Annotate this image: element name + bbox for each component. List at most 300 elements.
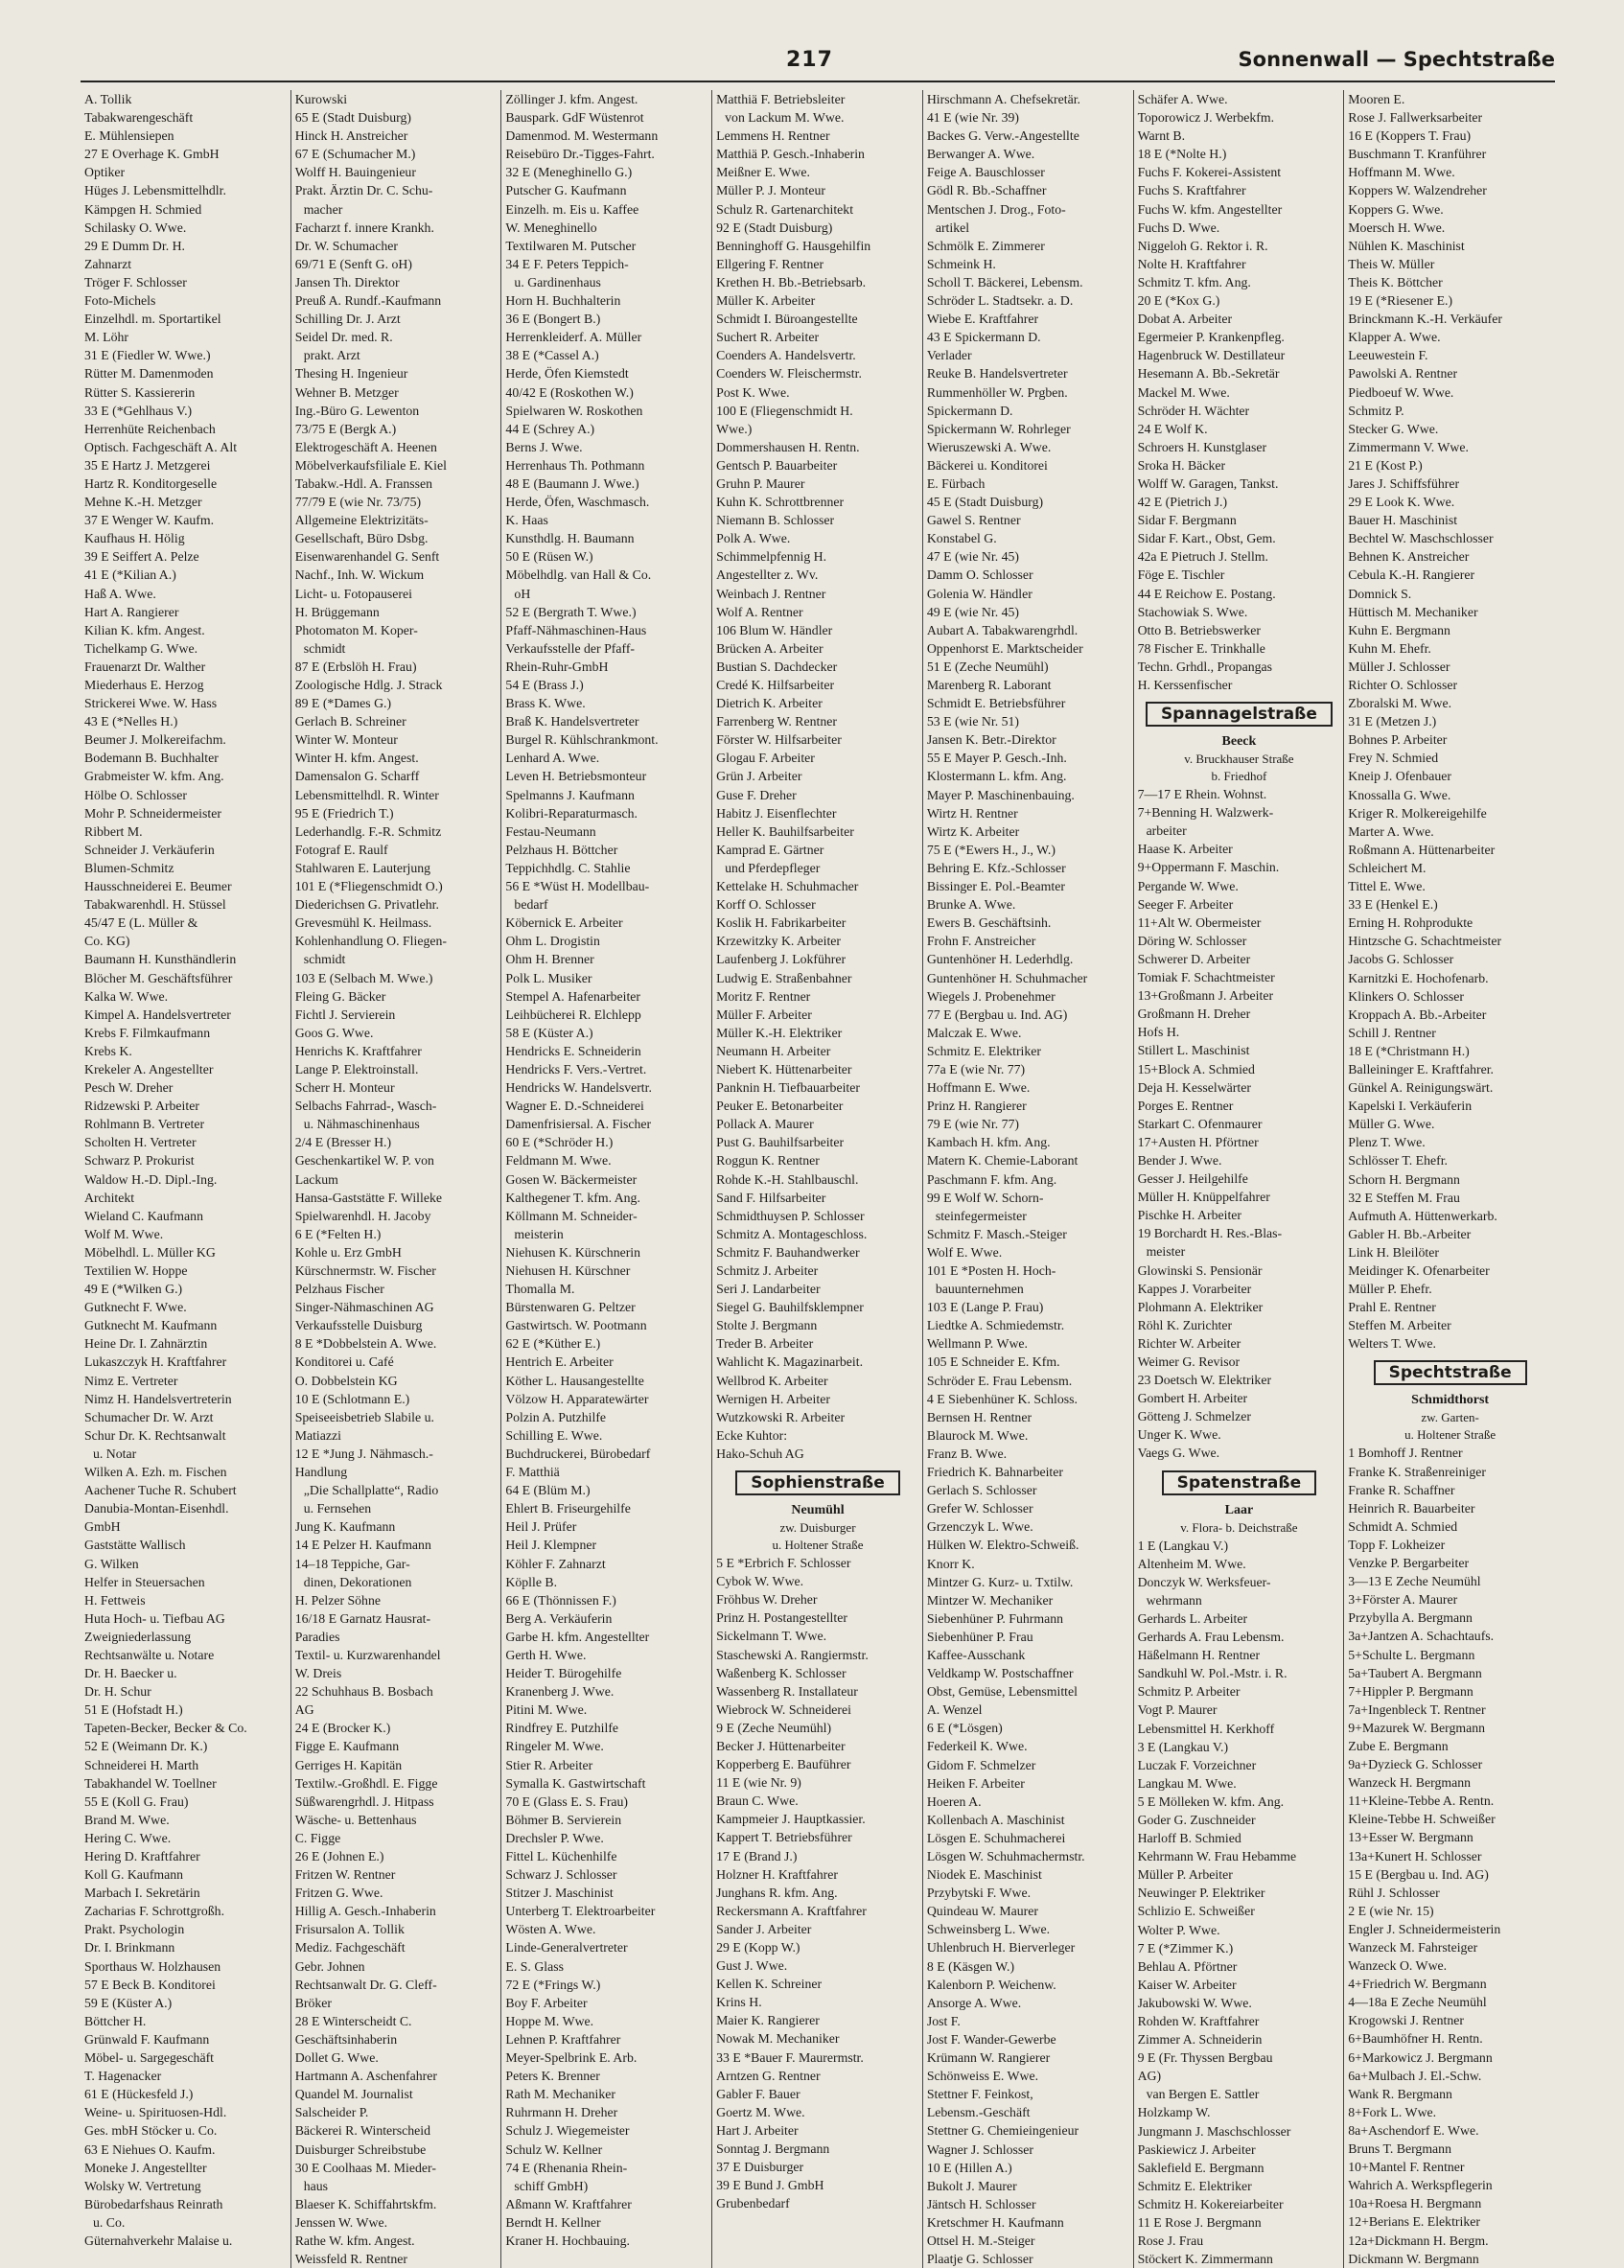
- directory-entry: Starkart C. Ofenmaurer: [1137, 1116, 1263, 1131]
- directory-entry: Wank R. Bergmann: [1348, 2086, 1452, 2101]
- directory-entry: Heil J. Klempner: [505, 1538, 597, 1553]
- directory-entry: 8 E (Käsgen W.): [926, 1958, 1015, 1974]
- directory-entry: Mentschen J. Drog., Foto-: [926, 201, 1066, 217]
- directory-entry: Engler J. Schneidermeisterin: [1348, 1921, 1501, 1936]
- directory-entry: Schneider J. Verkäuferin: [84, 842, 215, 857]
- directory-entry: Niehusen K. Kürschnerin: [505, 1244, 641, 1260]
- directory-entry: Fritzen G. Wwe.: [294, 1886, 383, 1901]
- directory-entry: Grabmeister W. kfm. Ang.: [84, 769, 224, 784]
- directory-entry: Winter H. kfm. Angest.: [294, 751, 419, 766]
- directory-entry: H. Pelzer Söhne: [294, 1592, 381, 1608]
- directory-entry: 48 E (Baumann J. Wwe.): [505, 475, 639, 491]
- directory-entry: Damenfrisiersal. A. Fischer: [505, 1117, 652, 1132]
- column-7: [1344, 90, 1555, 2268]
- directory-entry: Fritzen W. Rentner: [294, 1867, 396, 1883]
- directory-entry: 6 E (*Felten H.): [294, 1226, 382, 1241]
- directory-entry: Spielwaren W. Roskothen: [505, 403, 643, 418]
- directory-entry: Singer-Nähmaschinen AG: [294, 1300, 434, 1315]
- directory-entry: Mayer P. Maschinenbauing.: [926, 787, 1075, 802]
- directory-entry: 4+Friedrich W. Bergmann: [1348, 1977, 1487, 1992]
- directory-entry: Reisebüro Dr.-Tigges-Fahrt.: [505, 147, 655, 162]
- directory-entry: AG): [1137, 2069, 1162, 2084]
- column-6: [1134, 90, 1345, 2268]
- directory-entry: Dommershausen H. Rentn.: [716, 439, 860, 454]
- directory-entry: Matiazzi: [294, 1427, 341, 1443]
- street-extent-note: b. Friedhof: [1211, 769, 1267, 784]
- directory-entry: M. Löhr: [84, 330, 128, 345]
- directory-entry: Weinbach J. Rentner: [716, 586, 826, 601]
- directory-entry: Krethen H. Bb.-Betriebsarb.: [716, 274, 867, 289]
- directory-entry: 31 E (Fiedler W. Wwe.): [84, 348, 211, 363]
- directory-entry: Güternahverkehr Malaise u.: [84, 2233, 233, 2248]
- directory-entry: Bustian S. Dachdecker: [716, 659, 838, 674]
- directory-entry: Kettelake H. Schuhmacher: [716, 879, 859, 894]
- directory-entry: Blöcher M. Geschäftsführer: [84, 970, 233, 985]
- directory-entry: Treder B. Arbeiter: [716, 1336, 814, 1352]
- directory-entry: Schumacher Dr. W. Arzt: [84, 1409, 214, 1424]
- directory-entry: Rhein-Ruhr-GmbH: [505, 659, 609, 674]
- directory-entry: Teppichhdlg. C. Stahlie: [505, 860, 631, 875]
- directory-entry: Hausschneiderei E. Beumer: [84, 879, 232, 894]
- directory-entry: Wäsche- u. Bettenhaus: [294, 1812, 417, 1827]
- directory-entry: 40/42 E (Roskothen W.): [505, 384, 634, 400]
- directory-entry: 3+Förster A. Maurer: [1348, 1592, 1458, 1608]
- directory-entry: Kohlenhandlung O. Fliegen-: [294, 934, 447, 949]
- directory-entry: Häßelmann H. Rentner: [1137, 1648, 1261, 1663]
- directory-entry: Schmeink H.: [926, 256, 996, 271]
- directory-entry: 13a+Kunert H. Schlosser: [1348, 1848, 1482, 1863]
- directory-entry: schmidt: [303, 640, 346, 656]
- directory-entry: Schur Dr. K. Rechtsanwalt: [84, 1427, 226, 1443]
- directory-entry: Richter W. Arbeiter: [1137, 1335, 1241, 1351]
- directory-entry: Behlau A. Pförtner: [1137, 1958, 1238, 1974]
- directory-entry: Lenhard A. Wwe.: [505, 751, 600, 766]
- directory-entry: Götteng J. Schmelzer: [1137, 1409, 1251, 1424]
- directory-entry: E. Fürbach: [926, 475, 986, 491]
- directory-entry: 39 E Seiffert A. Pelze: [84, 549, 199, 565]
- directory-entry: Böttcher H.: [84, 2013, 147, 2028]
- directory-entry: 59 E (Küster A.): [84, 1995, 173, 2010]
- directory-entry: Thesing H. Ingenieur: [294, 366, 408, 382]
- directory-entry: A. Wenzel: [926, 1702, 983, 1718]
- directory-entry: Behring E. Kfz.-Schlosser: [926, 860, 1066, 875]
- directory-entry: Fleing G. Bäcker: [294, 988, 386, 1004]
- directory-entry: 8a+Aschendorf E. Wwe.: [1348, 2122, 1479, 2138]
- directory-entry: O. Dobbelstein KG: [294, 1373, 398, 1388]
- directory-entry: Wiegels J. Probenehmer: [926, 988, 1056, 1004]
- street-heading: Sophienstraße: [735, 1470, 900, 1495]
- directory-entry: Moritz F. Rentner: [716, 988, 811, 1004]
- directory-entry: Müller F. Arbeiter: [716, 1007, 812, 1022]
- directory-entry: Prinz H. Rangierer: [926, 1099, 1027, 1114]
- directory-entry: Spickermann W. Rohrleger: [926, 421, 1071, 436]
- directory-entry: Speiseeisbetrieb Slabile u.: [294, 1409, 434, 1424]
- directory-entry: Matern K. Chemie-Laborant: [926, 1153, 1079, 1169]
- directory-entry: 10+Mantel F. Rentner: [1348, 2160, 1465, 2175]
- directory-entry: Kurowski: [294, 92, 348, 106]
- directory-entry: Frisursalon A. Tollik: [294, 1922, 405, 1937]
- directory-entry: Grefer W. Schlosser: [926, 1501, 1033, 1516]
- directory-entry: 17 E (Brand J.): [716, 1848, 798, 1863]
- directory-entry: Seeger F. Arbeiter: [1137, 896, 1234, 912]
- directory-entry: Rohde K.-H. Stahlbauschl.: [716, 1171, 859, 1187]
- directory-entry: Siebenhüner P. Fuhrmann: [926, 1610, 1064, 1626]
- directory-entry: Lukaszczyk H. Kraftfahrer: [84, 1354, 227, 1370]
- directory-entry: Erning H. Rohprodukte: [1348, 915, 1473, 931]
- directory-entry: Schwerer D. Arbeiter: [1137, 951, 1251, 966]
- column-3: [501, 90, 712, 2268]
- directory-entry: 103 E (Lange P. Frau): [926, 1300, 1044, 1315]
- directory-entry: van Bergen E. Sattler: [1146, 2087, 1260, 2102]
- directory-entry: 29 E Dumm Dr. H.: [84, 238, 186, 253]
- directory-entry: Techn. Grhdl., Propangas: [1137, 659, 1272, 674]
- directory-entry: AG: [294, 1702, 314, 1718]
- directory-entry: Wellmann P. Wwe.: [926, 1336, 1029, 1352]
- directory-entry: Wahlicht K. Magazinarbeit.: [716, 1354, 864, 1370]
- street-heading: Spannagelstraße: [1146, 702, 1333, 727]
- directory-entry: 49 E (wie Nr. 45): [926, 604, 1020, 619]
- directory-entry: Dickmann W. Bergmann: [1348, 2251, 1479, 2266]
- directory-entry: Gutknecht F. Wwe.: [84, 1300, 187, 1315]
- directory-entry: Welters T. Wwe.: [1348, 1336, 1436, 1352]
- directory-entry: 38 E (*Cassel A.): [505, 348, 599, 363]
- directory-entry: Cebula K.-H. Rangierer: [1348, 567, 1475, 583]
- directory-entry: Egermeier P. Krankenpfleg.: [1137, 330, 1285, 345]
- directory-entry: Meißner E. Wwe.: [716, 165, 810, 180]
- directory-entry: 77/79 E (wie Nr. 73/75): [294, 495, 422, 510]
- directory-entry: 9+Mazurek W. Bergmann: [1348, 1720, 1486, 1735]
- directory-entry: Möbel- u. Sargegeschäft: [84, 2050, 214, 2066]
- directory-entry: GmbH: [84, 1519, 121, 1535]
- directory-entry: Staschewski A. Rangiermstr.: [716, 1647, 869, 1662]
- directory-entry: Coenders A. Handelsvertr.: [716, 348, 856, 363]
- directory-entry: Stettner F. Feinkost,: [926, 2087, 1033, 2102]
- directory-entry: 41 E (wie Nr. 39): [926, 110, 1020, 126]
- directory-entry: Rechtsanwalt Dr. G. Cleff-: [294, 1977, 437, 1992]
- directory-entry: u. Gardinenhaus: [514, 274, 601, 289]
- directory-entry: Krümann W. Rangierer: [926, 2050, 1051, 2066]
- directory-entry: Schilling Dr. J. Arzt: [294, 312, 401, 327]
- directory-entry: Hoffmann M. Wwe.: [1348, 165, 1455, 180]
- directory-entry: Ludwig E. Straßenbahner: [716, 970, 852, 985]
- directory-entry: Rütter M. Damenmoden: [84, 366, 214, 382]
- directory-entry: Hintzsche G. Schachtmeister: [1348, 934, 1502, 949]
- directory-entry: Piedboeuf W. Wwe.: [1348, 384, 1454, 400]
- directory-entry: Jungmann J. Maschschlosser: [1137, 2123, 1291, 2139]
- directory-entry: 67 E (Schumacher M.): [294, 147, 416, 162]
- directory-entry: Pelzhaus Fischer: [294, 1282, 384, 1297]
- directory-entry: 100 E (Fliegenschmidt H.: [716, 403, 853, 418]
- directory-entry: Heine Dr. I. Zahnärztin: [84, 1336, 208, 1352]
- directory-entry: 7a+Ingenbleck T. Rentner: [1348, 1701, 1486, 1717]
- directory-entry: Putscher G. Kaufmann: [505, 183, 627, 198]
- directory-entry: Peuker E. Betonarbeiter: [716, 1099, 844, 1114]
- directory-entry: Krekeler A. Angestellter: [84, 1061, 214, 1076]
- directory-entry: Franke K. Straßenreiniger: [1348, 1464, 1486, 1479]
- directory-entry: Jenssen W. Wwe.: [294, 2214, 388, 2230]
- directory-entry: Polk A. Wwe.: [716, 531, 791, 546]
- street-heading-block: [716, 1467, 919, 1499]
- directory-entry: 17+Austen H. Pförtner: [1137, 1134, 1259, 1149]
- directory-entry: Schmitz E. Elektriker: [1137, 2178, 1252, 2193]
- directory-entry: Müller H. Knüppelfahrer: [1137, 1190, 1270, 1205]
- page-number: 217: [786, 48, 833, 72]
- directory-entry: Schmitz T. kfm. Ang.: [1137, 274, 1251, 289]
- directory-entry: Damm O. Schlosser: [926, 567, 1033, 583]
- directory-entry: Gabler F. Bauer: [716, 2086, 800, 2101]
- directory-entry: Verlader: [926, 348, 972, 363]
- directory-entry: Müller P. J. Monteur: [716, 183, 825, 198]
- directory-entry: Gombert H. Arbeiter: [1137, 1391, 1248, 1406]
- directory-entry: Unterberg T. Elektroarbeiter: [505, 1904, 656, 1919]
- directory-entry: 101 E (*Fliegenschmidt O.): [294, 879, 443, 894]
- directory-entry: Roßmann A. Hüttenarbeiter: [1348, 842, 1496, 857]
- directory-entry: 5+Schulte L. Bergmann: [1348, 1647, 1475, 1662]
- directory-entry: Gesser J. Heilgehilfe: [1137, 1171, 1248, 1187]
- directory-entry: Völzow H. Apparatewärter: [505, 1391, 649, 1406]
- directory-entry: Burgel R. Kühlschrankmont.: [505, 732, 659, 748]
- directory-entry: Suchert R. Arbeiter: [716, 330, 820, 345]
- directory-entry: Langkau M. Wwe.: [1137, 1775, 1237, 1791]
- directory-entry: Einzelh. m. Eis u. Kaffee: [505, 201, 639, 217]
- directory-entry: Bröker: [294, 1995, 333, 2010]
- directory-entry: Kalthegener T. kfm. Ang.: [505, 1190, 640, 1205]
- directory-entry: Duisburger Schreibstube: [294, 2141, 427, 2157]
- directory-entry: 62 E (*Küther E.): [505, 1336, 601, 1352]
- directory-entry: Fuchs S. Kraftfahrer: [1137, 183, 1246, 198]
- directory-entry: 42 E (Pietrich J.): [1137, 495, 1228, 510]
- directory-entry: 16 E (Koppers T. Frau): [1348, 128, 1472, 144]
- directory-entry: Sickelmann T. Wwe.: [716, 1629, 827, 1644]
- directory-entry: 12 E *Jung J. Nähmasch.-: [294, 1446, 433, 1461]
- directory-entry: Wernigen H. Arbeiter: [716, 1391, 830, 1406]
- street-extent-note: v. Bruckhauser Straße: [1184, 752, 1294, 767]
- directory-entry: Bohnes P. Arbeiter: [1348, 732, 1448, 748]
- directory-entry: Konditorei u. Café: [294, 1354, 394, 1370]
- directory-entry: Leven H. Betriebsmonteur: [505, 769, 647, 784]
- directory-entry: Mackel M. Wwe.: [1137, 384, 1230, 400]
- directory-entry: 24 E (Brocker K.): [294, 1721, 391, 1736]
- street-extent-note: zw. Garten-: [1421, 1410, 1479, 1425]
- directory-entry: Holzkamp W.: [1137, 2105, 1211, 2120]
- directory-entry: Hendricks F. Vers.-Vertret.: [505, 1061, 647, 1076]
- directory-entry: Spielwarenhdl. H. Jacoby: [294, 1208, 431, 1223]
- directory-entry: Pelzhaus H. Böttcher: [505, 842, 618, 857]
- directory-entry: Handlung: [294, 1465, 348, 1480]
- directory-entry: Benninghoff G. Hausgehilfin: [716, 238, 871, 253]
- directory-entry: Hansa-Gaststätte F. Willeke: [294, 1190, 442, 1205]
- directory-entry: Mooren E.: [1348, 92, 1405, 106]
- directory-entry: Feige A. Bauschlosser: [926, 165, 1045, 180]
- directory-entry: Schwarz J. Schlosser: [505, 1867, 617, 1883]
- directory-entry: Kalka W. Wwe.: [84, 988, 169, 1004]
- directory-entry: Herrenkleiderf. A. Müller: [505, 330, 642, 345]
- directory-entry: Wolff W. Garagen, Tankst.: [1137, 475, 1279, 491]
- directory-entry: Wanzeck H. Bergmann: [1348, 1775, 1472, 1791]
- directory-entry: Brand M. Wwe.: [84, 1812, 170, 1827]
- directory-entry: Herrenhüte Reichenbach: [84, 421, 216, 436]
- directory-entry: Wolter P. Wwe.: [1137, 1922, 1220, 1937]
- directory-entry: Schmitz E. Elektriker: [926, 1043, 1041, 1058]
- directory-entry: Nühlen K. Maschinist: [1348, 238, 1465, 253]
- directory-entry: 61 E (Hückesfeld J.): [84, 2087, 194, 2102]
- directory-entry: Köbernick E. Arbeiter: [505, 915, 623, 931]
- directory-entry: Scherr H. Monteur: [294, 1080, 395, 1096]
- directory-entry: 69/71 E (Senft G. oH): [294, 256, 412, 271]
- directory-entry: Kehrmann W. Frau Hebamme: [1137, 1849, 1297, 1864]
- directory-entry: Koll G. Kaufmann: [84, 1867, 184, 1883]
- directory-entry: Schmitz P. Arbeiter: [1137, 1684, 1241, 1700]
- directory-entry: Pust G. Bauhilfsarbeiter: [716, 1135, 845, 1150]
- directory-entry: Mediz. Fachgeschäft: [294, 1940, 406, 1956]
- directory-entry: Herde, Öfen, Waschmasch.: [505, 495, 650, 510]
- directory-entry: Schulz R. Gartenarchitekt: [716, 201, 854, 217]
- directory-entry: Sand F. Hilfsarbeiter: [716, 1190, 826, 1205]
- column-4: [712, 90, 923, 2268]
- directory-entry: 7—17 E Rhein. Wohnst.: [1137, 787, 1267, 802]
- directory-entry: Fotograf E. Raulf: [294, 842, 388, 857]
- directory-entry: Symalla K. Gastwirtschaft: [505, 1775, 646, 1791]
- directory-entry: 47 E (wie Nr. 45): [926, 549, 1020, 565]
- directory-entry: Heller K. Bauhilfsarbeiter: [716, 823, 854, 839]
- directory-entry: Jung K. Kaufmann: [294, 1519, 396, 1535]
- directory-entry: Hendricks W. Handelsvertr.: [505, 1080, 652, 1096]
- directory-entry: Leihbücherei R. Elchlepp: [505, 1007, 641, 1022]
- directory-entry: Möbelhdlg. van Hall & Co.: [505, 567, 652, 583]
- directory-entry: Schmölk E. Zimmerer: [926, 238, 1045, 253]
- directory-entry: Thomalla M.: [505, 1282, 575, 1297]
- directory-entry: Schäfer A. Wwe.: [1137, 92, 1228, 106]
- directory-entry: 2 E (wie Nr. 15): [1348, 1903, 1434, 1918]
- directory-entry: Credé K. Hilfsarbeiter: [716, 678, 835, 692]
- directory-columns: [81, 90, 1555, 2267]
- directory-entry: Zöllinger J. kfm. Angest.: [505, 92, 638, 106]
- directory-entry: Berns J. Wwe.: [505, 439, 583, 454]
- directory-entry: Grünwald F. Kaufmann: [84, 2031, 210, 2047]
- directory-entry: Architekt: [84, 1190, 135, 1205]
- directory-entry: Kleine-Tebbe H. Schweißer: [1348, 1812, 1496, 1827]
- directory-entry: Quindeau W. Maurer: [926, 1904, 1038, 1919]
- directory-entry: Förster W. Hilfsarbeiter: [716, 732, 842, 748]
- directory-entry: Weissfeld R. Rentner: [294, 2252, 407, 2267]
- directory-entry: Jost F. Wander-Gewerbe: [926, 2031, 1056, 2047]
- street-extent-note: u. Holtener Straße: [772, 1538, 864, 1553]
- directory-entry: 23 Doetsch W. Elektriker: [1137, 1373, 1272, 1388]
- directory-entry: Federkeil K. Wwe.: [926, 1739, 1028, 1754]
- directory-entry: 92 E (Stadt Duisburg): [716, 220, 833, 235]
- directory-entry: Schroers H. Kunstglaser: [1137, 439, 1267, 454]
- directory-entry: Krebs K.: [84, 1043, 132, 1058]
- directory-entry: Bernsen H. Rentner: [926, 1409, 1032, 1424]
- directory-entry: Einzelhdl. m. Sportartikel: [84, 312, 221, 327]
- directory-entry: W. Meneghinello: [505, 220, 597, 235]
- directory-entry: Krebs F. Filmkaufmann: [84, 1025, 211, 1040]
- directory-entry: Jacobs G. Schlosser: [1348, 952, 1454, 967]
- directory-entry: Franke R. Schaffner: [1348, 1482, 1455, 1497]
- directory-entry: Warnt B.: [1137, 128, 1186, 144]
- directory-entry: 55 E Mayer P. Gesch.-Inh.: [926, 751, 1067, 766]
- directory-entry: 36 E (Bongert B.): [505, 312, 601, 327]
- directory-entry: Link H. Bleilöter: [1348, 1244, 1439, 1260]
- directory-entry: Frauenarzt Dr. Walther: [84, 659, 206, 674]
- directory-entry: 51 E (Zeche Neumühl): [926, 659, 1049, 674]
- directory-entry: 13+Großmann J. Arbeiter: [1137, 988, 1274, 1004]
- directory-entry: Lebensmittel H. Kerkhoff: [1137, 1721, 1275, 1736]
- directory-entry: Schmitz F. Masch.-Steiger: [926, 1226, 1067, 1241]
- directory-entry: 11+Alt W. Obermeister: [1137, 914, 1262, 930]
- directory-entry: Ing.-Büro G. Lewenton: [294, 403, 420, 418]
- directory-entry: Döring W. Schlosser: [1137, 933, 1247, 948]
- directory-entry: Lackum: [294, 1171, 338, 1187]
- directory-entry: C. Figge: [294, 1830, 341, 1845]
- directory-entry: 89 E (*Dames G.): [294, 696, 392, 711]
- directory-entry: 55 E (Koll G. Frau): [84, 1794, 189, 1809]
- directory-entry: Bauspark. GdF Wüstenrot: [505, 110, 644, 126]
- directory-entry: Schmidt I. Büroangestellte: [716, 312, 858, 327]
- directory-entry: Allgemeine Elektrizitäts-: [294, 513, 429, 528]
- directory-entry: Herrenhaus Th. Pothmann: [505, 457, 645, 473]
- directory-entry: Haß A. Wwe.: [84, 586, 156, 601]
- directory-entry: 11+Kleine-Tebbe A. Rentn.: [1348, 1794, 1495, 1809]
- directory-entry: 2/4 E (Bresser H.): [294, 1135, 392, 1150]
- directory-entry: Seidel Dr. med. R.: [294, 330, 393, 345]
- directory-entry: Vaegs G. Wwe.: [1137, 1446, 1220, 1461]
- directory-entry: Aßmann W. Kraftfahrer: [505, 2196, 632, 2211]
- directory-entry: Textilien W. Hoppe: [84, 1263, 188, 1278]
- directory-entry: Lemmens H. Rentner: [716, 128, 830, 144]
- directory-entry: Sroka H. Bäcker: [1137, 457, 1226, 473]
- directory-entry: Kilian K. kfm. Angest.: [84, 622, 205, 637]
- directory-entry: Geschäftsinhaberin: [294, 2031, 398, 2047]
- directory-entry: A. Tollik: [84, 92, 132, 106]
- directory-entry: Porges E. Rentner: [1137, 1098, 1234, 1113]
- directory-entry: Kämpgen H. Schmied: [84, 201, 202, 217]
- directory-entry: Sidar F. Bergmann: [1137, 513, 1237, 528]
- directory-entry: Heil J. Prüfer: [505, 1519, 577, 1535]
- directory-entry: Kambach H. kfm. Ang.: [926, 1135, 1051, 1150]
- directory-entry: Aufmuth A. Hüttenwerkarb.: [1348, 1208, 1497, 1223]
- directory-entry: Hering C. Wwe.: [84, 1830, 172, 1845]
- directory-entry: Post K. Wwe.: [716, 384, 790, 400]
- directory-entry: Guntenhöner H. Lederhdlg.: [926, 952, 1074, 967]
- directory-entry: Stahlwaren E. Lauterjung: [294, 860, 431, 875]
- directory-entry: Bäckerei R. Winterscheid: [294, 2123, 431, 2139]
- directory-entry: Frey N. Schmied: [1348, 751, 1439, 766]
- directory-entry: Quandel M. Journalist: [294, 2087, 413, 2102]
- directory-entry: Schweinsberg L. Wwe.: [926, 1922, 1051, 1937]
- directory-entry: Kriger R. Molkereigehilfe: [1348, 805, 1487, 821]
- directory-entry: Deja H. Kesselwärter: [1137, 1079, 1251, 1095]
- directory-entry: und Pferdepfleger: [725, 860, 821, 875]
- directory-entry: Möbelverkaufsfiliale E. Kiel: [294, 457, 447, 473]
- directory-entry: 26 E (Johnen E.): [294, 1849, 384, 1863]
- directory-entry: 24 E Wolf K.: [1137, 421, 1208, 436]
- directory-entry: Kappes J. Vorarbeiter: [1137, 1281, 1252, 1296]
- directory-entry: Kuhn K. Schrottbrenner: [716, 495, 845, 510]
- street-heading: Spechtstraße: [1374, 1360, 1527, 1385]
- directory-entry: Rose J. Frau: [1137, 2233, 1204, 2249]
- directory-entry: Jost F.: [926, 2013, 961, 2028]
- directory-entry: Zimmer A. Schneiderin: [1137, 2032, 1263, 2048]
- directory-entry: Pesch W. Dreher: [84, 1080, 174, 1096]
- directory-entry: Hillig A. Gesch.-Inhaberin: [294, 1904, 436, 1919]
- directory-entry: 33 E (Henkel E.): [1348, 897, 1438, 913]
- directory-entry: Aubart A. Tabakwarengrhdl.: [926, 622, 1079, 637]
- directory-entry: Niebert K. Hüttenarbeiter: [716, 1061, 852, 1076]
- directory-entry: 87 E (Erbslöh H. Frau): [294, 659, 417, 674]
- directory-entry: Malczak E. Wwe.: [926, 1025, 1022, 1040]
- directory-entry: Wagner J. Schlosser: [926, 2141, 1034, 2157]
